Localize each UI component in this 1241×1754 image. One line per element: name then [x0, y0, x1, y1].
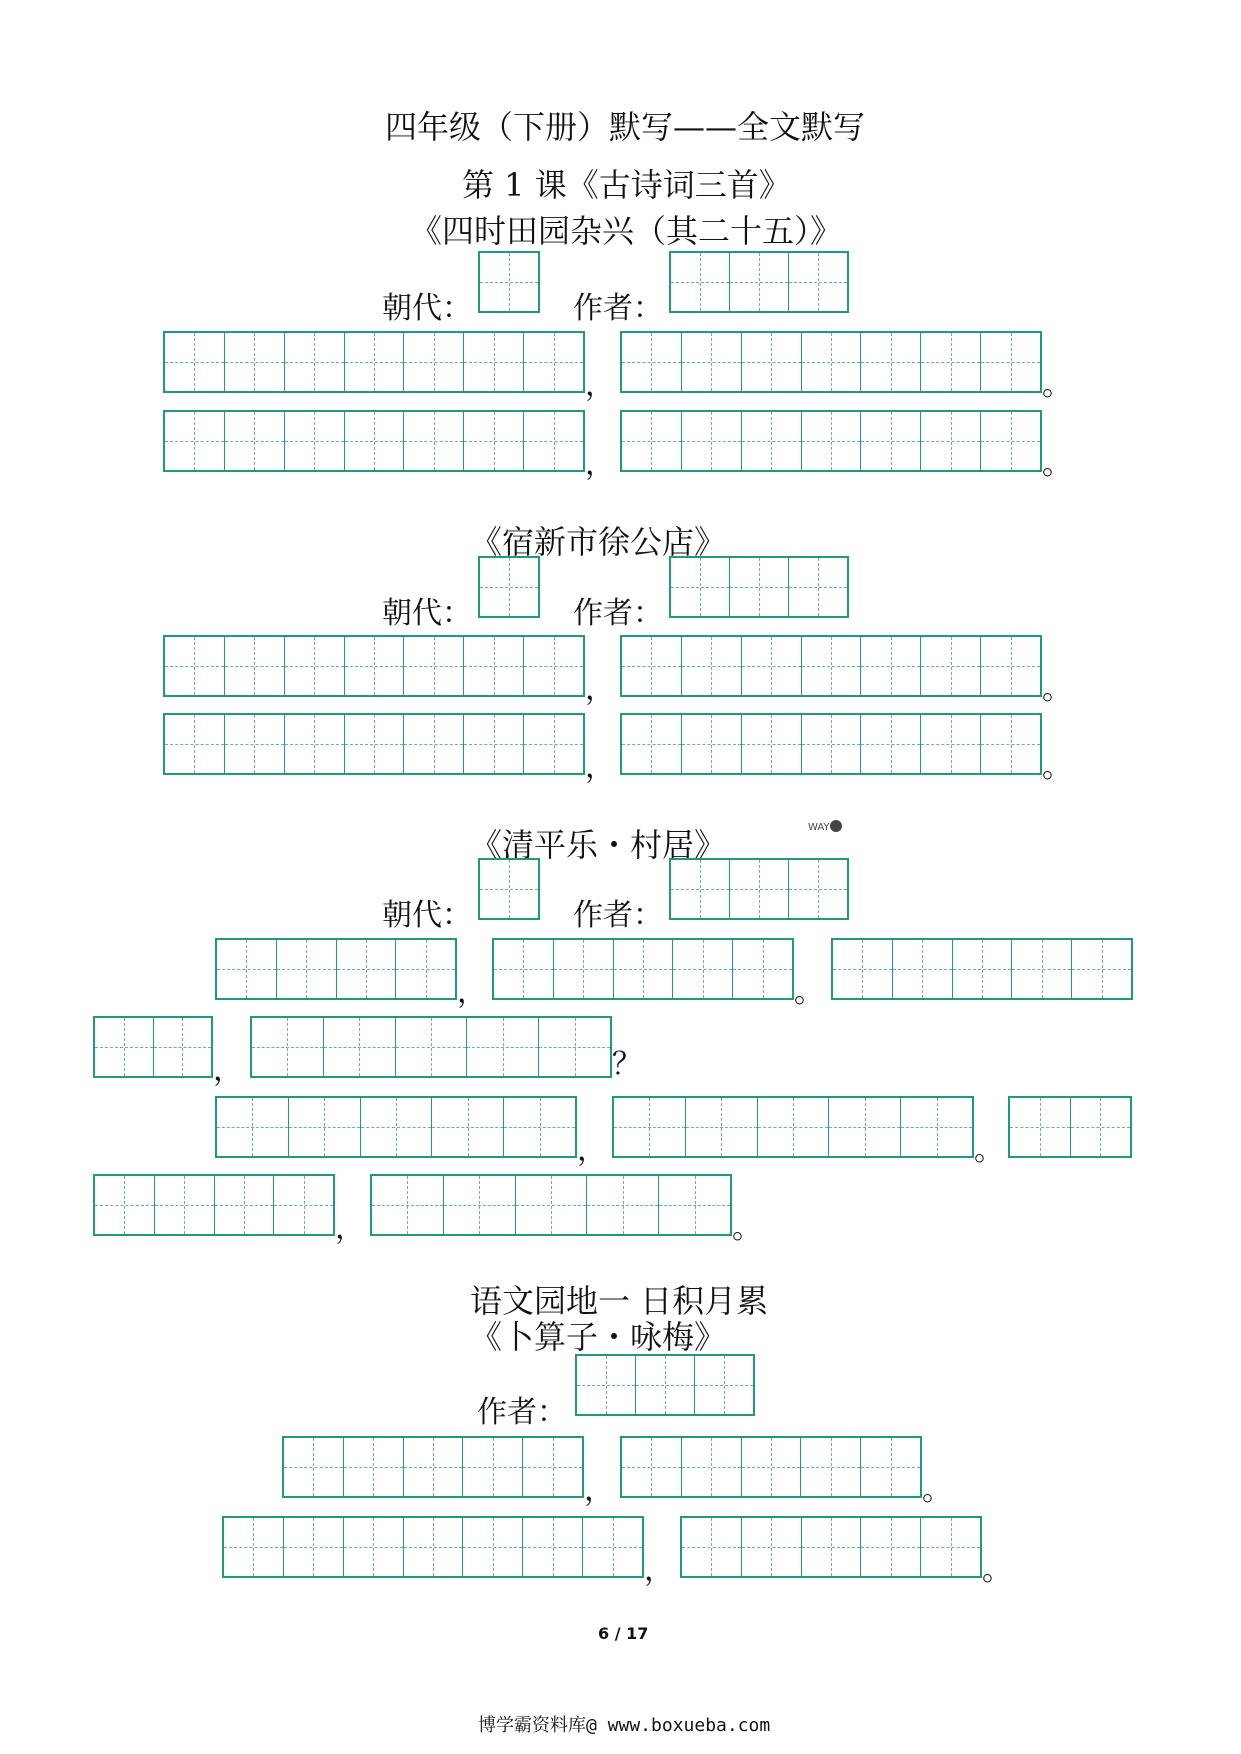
grid-cell[interactable] — [344, 1518, 404, 1576]
grid-cell[interactable] — [361, 1098, 433, 1156]
writing-grid[interactable] — [93, 1016, 213, 1078]
grid-cell[interactable] — [802, 412, 862, 470]
grid-cell[interactable] — [284, 1438, 344, 1496]
garden-heading: 语文园地一 日积月累 — [470, 1282, 769, 1320]
grid-cell[interactable] — [671, 860, 730, 918]
writing-grid[interactable] — [620, 635, 1042, 697]
grid-cell[interactable] — [404, 1518, 464, 1576]
grid-cell[interactable] — [1071, 1098, 1131, 1156]
writing-grid[interactable] — [93, 1174, 335, 1236]
grid-cell[interactable] — [539, 1018, 610, 1076]
grid-cell[interactable] — [344, 1438, 404, 1496]
grid-cell[interactable] — [686, 1098, 758, 1156]
grid-cell[interactable] — [1010, 1098, 1071, 1156]
grid-cell[interactable] — [622, 333, 682, 391]
writing-grid[interactable] — [163, 410, 585, 472]
grid-cell[interactable] — [622, 715, 682, 773]
grid-cell[interactable] — [224, 1518, 284, 1576]
grid-cell[interactable] — [901, 1098, 972, 1156]
grid-cell[interactable] — [480, 860, 538, 918]
grid-cell[interactable] — [622, 1438, 682, 1496]
grid-cell[interactable] — [285, 333, 345, 391]
grid-cell[interactable] — [337, 940, 397, 998]
dynasty-grid[interactable] — [478, 251, 540, 313]
grid-cell[interactable] — [154, 1018, 212, 1076]
dynasty-label: 朝代： — [382, 291, 472, 326]
grid-cell[interactable] — [833, 940, 893, 998]
writing-grid[interactable] — [215, 938, 457, 1000]
dynasty-label: 朝代： — [382, 596, 472, 631]
footer-watermark: 博学霸资料库@ www.boxueba.com — [478, 1715, 771, 1736]
grid-cell[interactable] — [444, 1176, 516, 1234]
grid-cell[interactable] — [463, 1438, 523, 1496]
grid-cell[interactable] — [861, 1518, 921, 1576]
grid-cell[interactable] — [742, 715, 802, 773]
writing-grid[interactable] — [680, 1516, 982, 1578]
grid-cell[interactable] — [981, 412, 1040, 470]
grid-cell[interactable] — [285, 412, 345, 470]
grid-cell[interactable] — [217, 1098, 289, 1156]
comma: ， — [585, 447, 615, 482]
grid-cell[interactable] — [432, 1098, 504, 1156]
comma: ， — [335, 1211, 365, 1246]
grid-cell[interactable] — [758, 1098, 830, 1156]
grid-cell[interactable] — [524, 333, 583, 391]
grid-cell[interactable] — [274, 1176, 333, 1234]
grid-cell[interactable] — [802, 333, 862, 391]
grid-cell[interactable] — [225, 715, 285, 773]
grid-cell[interactable] — [671, 558, 730, 616]
grid-cell[interactable] — [345, 333, 405, 391]
grid-cell[interactable] — [252, 1018, 324, 1076]
grid-cell[interactable] — [404, 637, 464, 695]
period: 。 — [1042, 368, 1072, 403]
grid-cell[interactable] — [225, 637, 285, 695]
grid-cell[interactable] — [622, 637, 682, 695]
grid-cell[interactable] — [742, 637, 802, 695]
grid-cell[interactable] — [345, 715, 405, 773]
writing-grid[interactable] — [612, 1096, 974, 1158]
poem2-title: 《宿新市徐公店》 — [470, 523, 727, 561]
grid-cell[interactable] — [480, 558, 538, 616]
grid-cell[interactable] — [480, 253, 538, 311]
grid-cell[interactable] — [1012, 940, 1072, 998]
period: 。 — [1042, 750, 1072, 785]
grid-cell[interactable] — [742, 1438, 802, 1496]
grid-cell[interactable] — [225, 412, 285, 470]
writing-grid[interactable] — [163, 713, 585, 775]
writing-grid[interactable] — [492, 938, 794, 1000]
writing-grid[interactable] — [163, 635, 585, 697]
grid-cell[interactable] — [587, 1176, 659, 1234]
grid-cell[interactable] — [682, 1438, 742, 1496]
author-label: 作者： — [573, 291, 663, 326]
grid-cell[interactable] — [289, 1098, 361, 1156]
writing-grid[interactable] — [250, 1016, 612, 1078]
grid-cell[interactable] — [577, 1356, 636, 1414]
author-grid[interactable] — [669, 556, 849, 618]
grid-cell[interactable] — [277, 940, 337, 998]
corner-mark: WAY — [808, 822, 830, 833]
grid-cell[interactable] — [682, 637, 742, 695]
grid-cell[interactable] — [404, 412, 464, 470]
author-grid[interactable] — [669, 858, 849, 920]
grid-cell[interactable] — [659, 1176, 730, 1234]
grid-cell[interactable] — [742, 1518, 802, 1576]
grid-cell[interactable] — [404, 715, 464, 773]
grid-cell[interactable] — [285, 637, 345, 695]
writing-grid[interactable] — [370, 1174, 732, 1236]
grid-cell[interactable] — [523, 1518, 583, 1576]
period: 。 — [1042, 672, 1072, 707]
writing-grid[interactable] — [620, 331, 1042, 393]
grid-cell[interactable] — [464, 637, 524, 695]
grid-cell[interactable] — [165, 412, 225, 470]
dynasty-label: 朝代： — [382, 898, 472, 933]
grid-cell[interactable] — [893, 940, 953, 998]
grid-cell[interactable] — [789, 558, 847, 616]
grid-cell[interactable] — [622, 412, 682, 470]
grid-cell[interactable] — [165, 715, 225, 773]
grid-cell[interactable] — [404, 333, 464, 391]
dynasty-grid[interactable] — [478, 858, 540, 920]
comma: ， — [644, 1553, 674, 1588]
grid-cell[interactable] — [981, 715, 1040, 773]
author-label: 作者： — [477, 1395, 567, 1430]
comma: ， — [584, 1473, 614, 1508]
author-label: 作者： — [573, 596, 663, 631]
grid-cell[interactable] — [524, 412, 583, 470]
period: 。 — [974, 1133, 1004, 1168]
writing-grid[interactable] — [831, 938, 1133, 1000]
grid-cell[interactable] — [671, 253, 730, 311]
grid-cell[interactable] — [345, 637, 405, 695]
grid-cell[interactable] — [802, 1518, 862, 1576]
grid-cell[interactable] — [673, 940, 733, 998]
grid-cell[interactable] — [861, 715, 921, 773]
grid-cell[interactable] — [1072, 940, 1131, 998]
comma: ， — [577, 1133, 607, 1168]
grid-cell[interactable] — [730, 558, 789, 616]
grid-cell[interactable] — [165, 637, 225, 695]
grid-cell[interactable] — [802, 715, 862, 773]
grid-cell[interactable] — [324, 1018, 396, 1076]
grid-cell[interactable] — [614, 940, 674, 998]
writing-grid[interactable] — [163, 331, 585, 393]
comma: ， — [585, 750, 615, 785]
grid-cell[interactable] — [516, 1176, 588, 1234]
question-mark: ？ — [612, 1047, 642, 1082]
writing-grid[interactable] — [1008, 1096, 1132, 1158]
grid-cell[interactable] — [953, 940, 1013, 998]
grid-cell[interactable] — [225, 333, 285, 391]
grid-cell[interactable] — [165, 333, 225, 391]
grid-cell[interactable] — [463, 1518, 523, 1576]
grid-cell[interactable] — [523, 1438, 582, 1496]
grid-cell[interactable] — [372, 1176, 444, 1234]
period: 。 — [732, 1211, 762, 1246]
grid-cell[interactable] — [861, 637, 921, 695]
grid-cell[interactable] — [464, 333, 524, 391]
writing-grid[interactable] — [620, 1436, 922, 1498]
grid-cell[interactable] — [554, 940, 614, 998]
smudge-icon — [830, 820, 842, 832]
grid-cell[interactable] — [583, 1518, 642, 1576]
grid-cell[interactable] — [861, 333, 921, 391]
period: 。 — [1042, 447, 1072, 482]
grid-cell[interactable] — [730, 860, 789, 918]
grid-cell[interactable] — [682, 715, 742, 773]
grid-cell[interactable] — [524, 637, 583, 695]
comma: ， — [213, 1053, 243, 1088]
grid-cell[interactable] — [789, 860, 847, 918]
writing-grid[interactable] — [282, 1436, 584, 1498]
grid-cell[interactable] — [345, 412, 405, 470]
grid-cell[interactable] — [861, 1438, 920, 1496]
grid-cell[interactable] — [464, 715, 524, 773]
grid-cell[interactable] — [504, 1098, 575, 1156]
grid-cell[interactable] — [682, 1518, 742, 1576]
grid-cell[interactable] — [215, 1176, 275, 1234]
grid-cell[interactable] — [524, 715, 583, 773]
grid-cell[interactable] — [396, 1018, 468, 1076]
grid-cell[interactable] — [682, 412, 742, 470]
grid-cell[interactable] — [921, 412, 981, 470]
lesson-heading: 第 1 课《古诗词三首》 — [462, 166, 791, 204]
grid-cell[interactable] — [467, 1018, 539, 1076]
page-number: 6 / 17 — [598, 1624, 649, 1643]
grid-cell[interactable] — [921, 637, 981, 695]
grid-cell[interactable] — [742, 333, 802, 391]
grid-cell[interactable] — [464, 412, 524, 470]
grid-cell[interactable] — [284, 1518, 344, 1576]
author-grid[interactable] — [575, 1354, 755, 1416]
grid-cell[interactable] — [217, 940, 277, 998]
garden-poem-title: 《卜算子・咏梅》 — [470, 1318, 727, 1356]
page-title: 四年级（下册）默写——全文默写 — [385, 108, 866, 146]
grid-cell[interactable] — [494, 940, 554, 998]
writing-grid[interactable] — [620, 713, 1042, 775]
grid-cell[interactable] — [802, 637, 862, 695]
grid-cell[interactable] — [921, 1518, 980, 1576]
grid-cell[interactable] — [921, 715, 981, 773]
period: 。 — [794, 975, 824, 1010]
poem3-title: 《清平乐・村居》 — [470, 826, 727, 864]
grid-cell[interactable] — [155, 1176, 215, 1234]
writing-grid[interactable] — [222, 1516, 644, 1578]
grid-cell[interactable] — [733, 940, 792, 998]
period: 。 — [982, 1553, 1012, 1588]
author-grid[interactable] — [669, 251, 849, 313]
grid-cell[interactable] — [742, 412, 802, 470]
grid-cell[interactable] — [801, 1438, 861, 1496]
grid-cell[interactable] — [95, 1018, 154, 1076]
grid-cell[interactable] — [636, 1356, 695, 1414]
comma: ， — [585, 672, 615, 707]
grid-cell[interactable] — [404, 1438, 464, 1496]
comma: ， — [457, 975, 487, 1010]
grid-cell[interactable] — [789, 253, 847, 311]
author-label: 作者： — [573, 898, 663, 933]
grid-cell[interactable] — [682, 333, 742, 391]
grid-cell[interactable] — [829, 1098, 901, 1156]
grid-cell[interactable] — [730, 253, 789, 311]
writing-grid[interactable] — [620, 410, 1042, 472]
grid-cell[interactable] — [695, 1356, 753, 1414]
grid-cell[interactable] — [614, 1098, 686, 1156]
grid-cell[interactable] — [396, 940, 455, 998]
writing-grid[interactable] — [215, 1096, 577, 1158]
grid-cell[interactable] — [95, 1176, 155, 1234]
grid-cell[interactable] — [981, 637, 1040, 695]
comma: ， — [585, 368, 615, 403]
grid-cell[interactable] — [861, 412, 921, 470]
dynasty-grid[interactable] — [478, 556, 540, 618]
grid-cell[interactable] — [921, 333, 981, 391]
poem1-title: 《四时田园杂兴（其二十五）》 — [410, 212, 843, 250]
grid-cell[interactable] — [981, 333, 1040, 391]
period: 。 — [922, 1473, 952, 1508]
grid-cell[interactable] — [285, 715, 345, 773]
